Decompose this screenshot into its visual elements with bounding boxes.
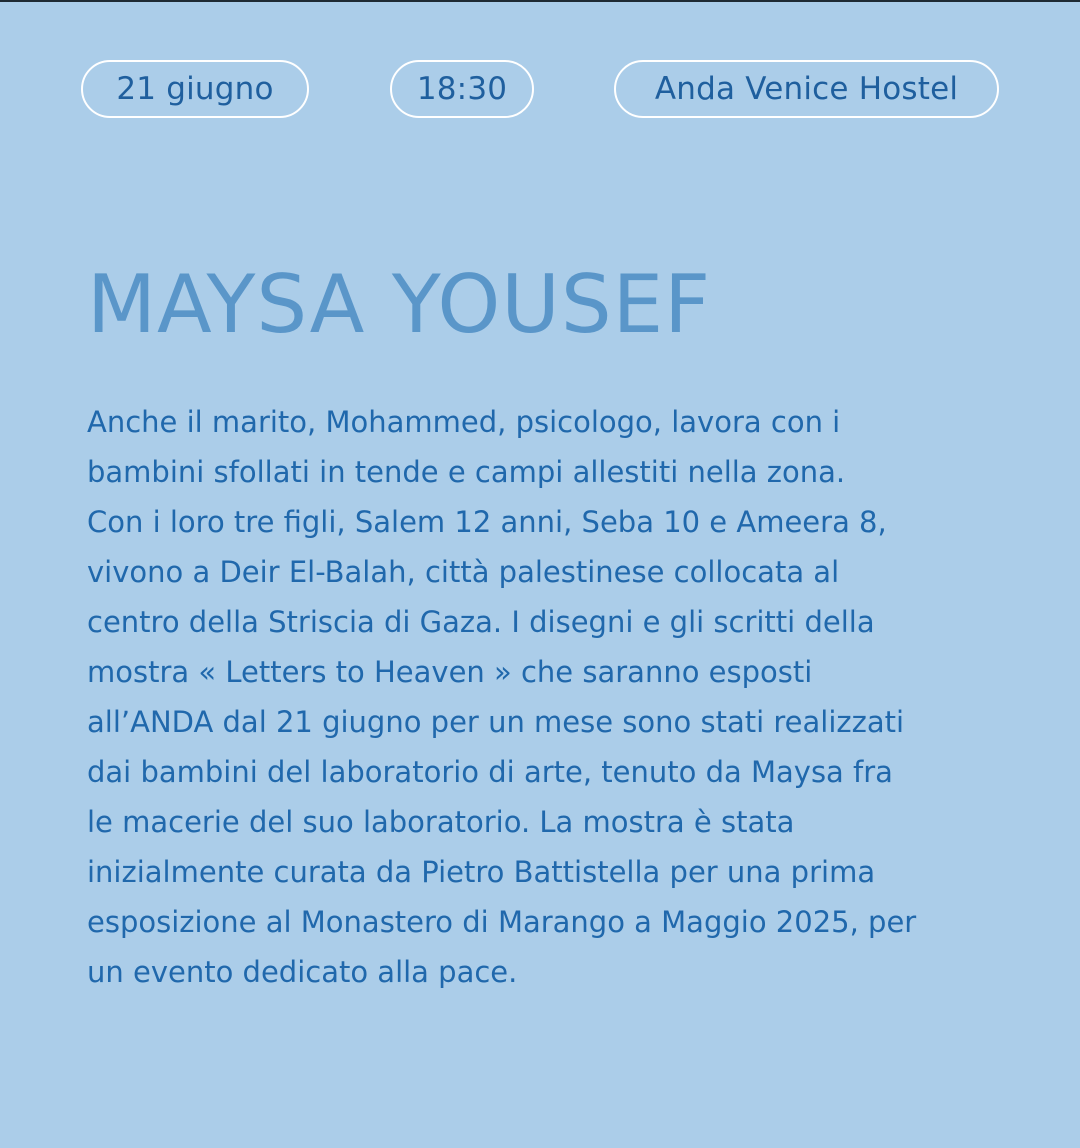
- description-line: bambini sfollati in tende e campi allestiti nella zona.: [87, 455, 846, 489]
- description-line: all’ANDA dal 21 giugno per un mese sono stati realizzati: [87, 705, 905, 739]
- date-badge: 21 giugno: [81, 60, 309, 118]
- description-line: Con i loro tre figli, Salem 12 anni, Seba 10 e Ameera 8,: [87, 505, 887, 539]
- description-line: un evento dedicato alla pace.: [87, 955, 518, 989]
- description-line: inizialmente curata da Pietro Battistella per una prima: [87, 855, 876, 889]
- page-title: MAYSA YOUSEF: [87, 258, 712, 351]
- description-text: [87, 397, 1007, 997]
- description-line: dai bambini del laboratorio di arte, tenuto da Maysa fra: [87, 755, 893, 789]
- description-line: esposizione al Monastero di Marango a Maggio 2025, per: [87, 905, 917, 939]
- description-line: le macerie del suo laboratorio. La mostra è stata: [87, 805, 795, 839]
- description-line: vivono a Deir El-Balah, città palestinese collocata al: [87, 555, 840, 589]
- description-line: mostra « Letters to Heaven » che saranno esposti: [87, 655, 813, 689]
- time-badge: 18:30: [390, 60, 534, 118]
- description-line: centro della Striscia di Gaza. I disegni e gli scritti della: [87, 605, 875, 639]
- venue-badge: Anda Venice Hostel: [614, 60, 999, 118]
- description-line: Anche il marito, Mohammed, psicologo, lavora con i: [87, 405, 841, 439]
